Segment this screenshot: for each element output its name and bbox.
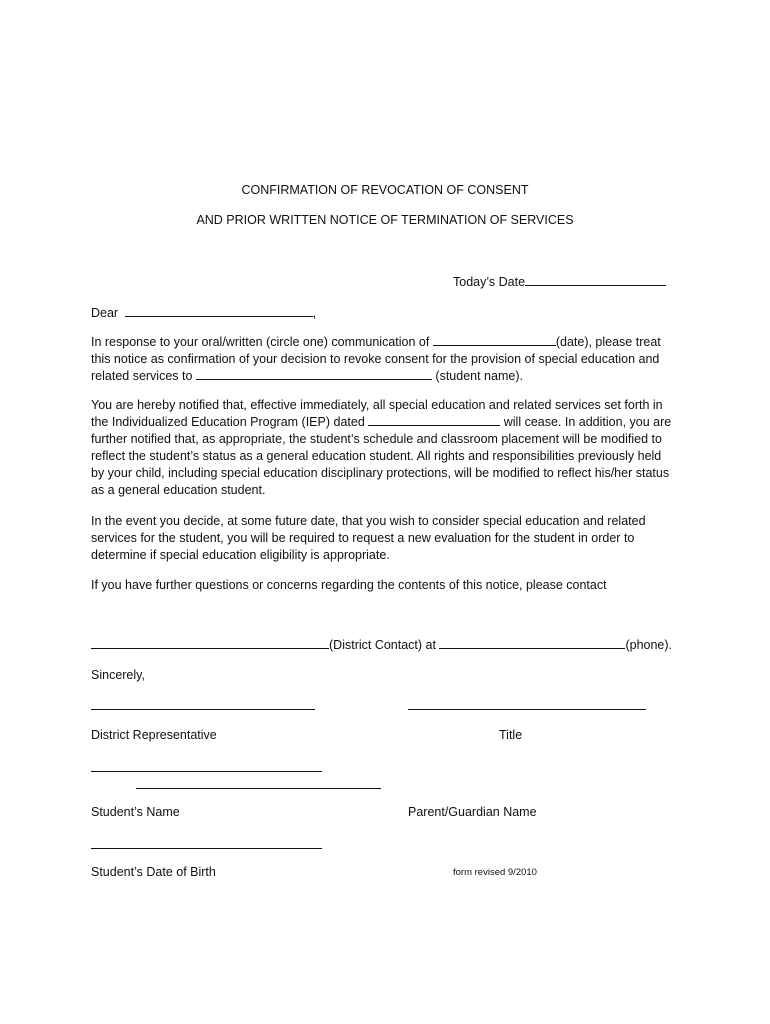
todays-date-field [453,274,666,289]
students-date-of-birth-label: Student’s Date of Birth [91,865,216,879]
para3-line-1: In the event you decide, at some future date, that you wish to consider special education and related [91,514,646,528]
district-contact-label: (District Contact) at [329,638,436,652]
para1-text-student: (student name). [435,369,523,383]
student-name-blank[interactable] [196,368,432,380]
parent-guardian-name-label: Parent/Guardian Name [408,805,537,819]
district-contact-blank[interactable] [91,637,329,649]
parent-guardian-signature-line[interactable] [136,788,381,789]
student-name-signature-line[interactable] [91,771,322,772]
para2-line-5: by your child, including special education disciplinary protections, will be modified to reflect his/her status [91,466,670,480]
contact-line [91,637,672,652]
para2-text-cease: will cease. In addition, you are [503,415,672,429]
para3-line-2: services for the student, you will be required to request a new evaluation for the student in order to [91,531,635,545]
para2-line-1: You are hereby notified that, effective immediately, all special education and related services set forth in [91,398,663,412]
document-title-line-2: AND PRIOR WRITTEN NOTICE OF TERMINATION OF SERVICES [196,213,574,227]
paragraph-notification [91,397,691,499]
student-dob-line[interactable] [91,848,322,849]
salutation [91,305,316,320]
para4-line: If you have further questions or concerns regarding the contents of this notice, please contact [91,578,607,592]
dear-comma: , [312,306,317,320]
form-revised-note: form revised 9/2010 [453,867,537,878]
students-name-label: Student’s Name [91,805,180,819]
paragraph-contact [91,577,691,594]
para2-line-4: reflect the student’s status as a general education student. All rights and responsibilities previously held [91,449,662,463]
dear-label: Dear [91,306,119,320]
iep-date-blank[interactable] [368,414,500,426]
para1-text: In response to your oral/written (circle one) communication of [91,335,430,349]
todays-date-blank[interactable] [525,274,666,286]
title-label: Title [499,728,523,742]
para3-line-3: determine if special education eligibility is appropriate. [91,548,390,562]
phone-label: (phone). [625,638,673,652]
title-signature-line[interactable] [408,709,646,710]
sincerely-text: Sincerely, [91,668,145,682]
district-rep-signature-line[interactable] [91,709,315,710]
recipient-name-blank[interactable] [125,305,313,317]
paragraph-response [91,334,691,385]
district-representative-label: District Representative [91,728,217,742]
para1-line-2: this notice as confirmation of your decision to revoke consent for the provision of special education and [91,352,660,366]
communication-date-blank[interactable] [433,334,556,346]
para2-text-iep: the Individualized Education Program (IEP) dated [91,415,365,429]
para2-line-6: as a general education student. [91,483,266,497]
paragraph-future [91,513,691,564]
para1-text-related: related services to [91,369,193,383]
para2-line-3: further notified that, as appropriate, the student’s schedule and classroom placement will be modified to [91,432,662,446]
todays-date-label: Today’s Date [453,275,526,289]
para1-text-date: (date), please treat [555,335,661,349]
document-title-line-1: CONFIRMATION OF REVOCATION OF CONSENT [241,183,529,197]
phone-blank[interactable] [439,637,625,649]
